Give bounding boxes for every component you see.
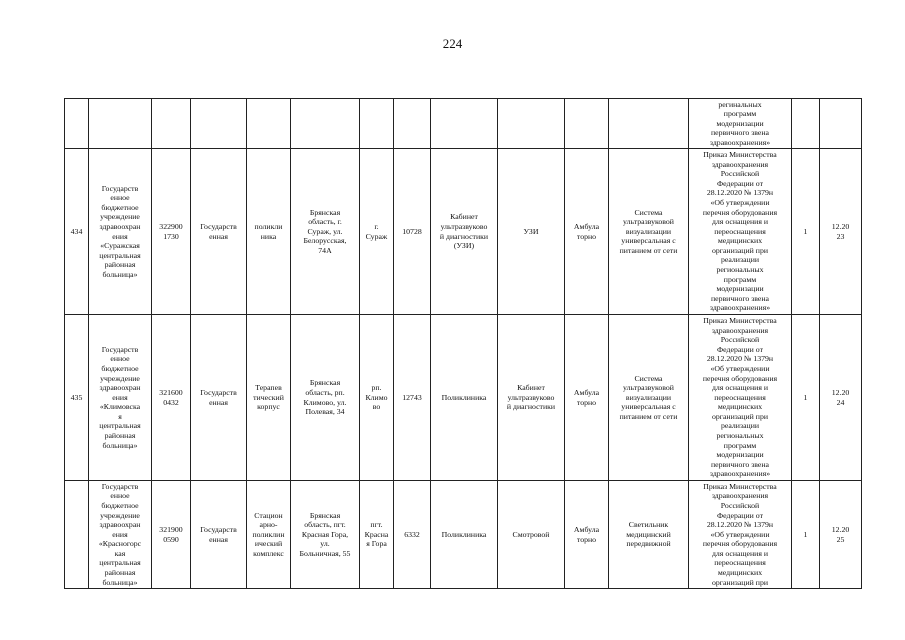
equipment-name-cell (609, 315, 689, 481)
cell-text-line: Государств (101, 183, 139, 193)
cell-text-line: г. (374, 221, 379, 231)
cell-text-line: поликлин (252, 529, 285, 539)
cell-text-line: Государств (200, 387, 237, 397)
cell-text-line: область, пгт. (304, 520, 346, 530)
cell-text-line: Кабинет (517, 383, 545, 393)
subdivision-name-cell (247, 149, 291, 315)
cell-text-line: 0432 (163, 397, 179, 407)
cell-text-line: учреждение (100, 373, 140, 383)
cell-text-line: Приказ Министерства (703, 149, 777, 159)
cell-text-line: область, г. (308, 217, 342, 227)
cell-text-line: универсальная с (621, 402, 676, 412)
ownership-form-cell (191, 481, 247, 589)
cell-text-line: «Об утверждении (710, 363, 770, 373)
cell-text-line: Климо (365, 392, 388, 402)
institution-code-cell (152, 481, 191, 589)
cell-text-line: для оснащения и (711, 548, 769, 558)
cell-text-line: Брянская (309, 378, 341, 388)
department-cell (431, 315, 498, 481)
cell-text-line: 28.12.2020 № 1379н (706, 188, 774, 198)
cell-text-line: здравоохран (99, 221, 141, 231)
cell-text-line: корпус (257, 402, 280, 412)
cell-text-line: Федерации от (717, 510, 763, 520)
cell-text-line: здравоохранения» (709, 469, 771, 479)
cell-text-line: здравоохранения (711, 159, 769, 169)
institution-name-cell (89, 481, 152, 589)
cell-text-line: организаций при (711, 577, 769, 587)
cell-text-line: тический (253, 392, 284, 402)
order-reference-cell (689, 149, 792, 315)
cell-text-line: Светильник (628, 520, 669, 530)
cabinet-cell (498, 481, 565, 589)
cell-text-line: 321900 (159, 524, 183, 534)
cell-text-line: медицинских (717, 402, 763, 412)
cell-text-line: перечня оборудования (702, 373, 778, 383)
cell-text-line: 74А (318, 245, 332, 255)
table-row (65, 481, 862, 589)
cell-text-line: 12.20 (831, 387, 850, 397)
table-row (65, 315, 862, 481)
cell-text-line: организаций при (711, 245, 769, 255)
cell-text-line: ический (254, 539, 283, 549)
cell-text-line: модернизации (716, 450, 764, 460)
cell-text-line: «Красногорс (98, 539, 142, 549)
cell-text-line: учреждение (100, 510, 140, 520)
cell-text-line: ения (112, 231, 128, 241)
cell-text-line: питанием от сети (619, 245, 678, 255)
cell-text-line: здравоохранения (711, 325, 769, 335)
cell-text-line: модернизации (716, 118, 764, 128)
equipment-name-cell (609, 149, 689, 315)
index-value-cell: 10728 (394, 149, 431, 315)
cell-text-line: ения (112, 529, 128, 539)
cell-text-line: (УЗИ) (453, 241, 475, 251)
care-type-cell (565, 315, 609, 481)
cell-text-line: Амбула (573, 524, 600, 534)
cell-text-line: Смотровой (512, 529, 550, 539)
cell-text-line: программ (723, 109, 757, 119)
ownership-form-cell (191, 315, 247, 481)
cell-text-line: 23 (836, 231, 845, 241)
cell-text-line: 0590 (163, 534, 179, 544)
cell-text-line: Государств (200, 221, 237, 231)
cell-text-line: реализации (720, 421, 760, 431)
cell-text-line: Брянская (309, 207, 341, 217)
cell-text-line: во (372, 402, 381, 412)
cell-text-line: енное (110, 193, 130, 203)
cell-text-line: пгт. (370, 520, 383, 530)
table-row (65, 149, 862, 315)
locality-cell (360, 149, 394, 315)
subdivision-name-cell (247, 481, 291, 589)
cell-text-line: Система (634, 373, 663, 383)
cell-text-line: 24 (836, 397, 845, 407)
cell-text-line: Климово, ул. (303, 397, 347, 407)
cell-text-line: здравоохранения» (709, 137, 771, 147)
cell-text-line: Брянская (309, 510, 341, 520)
cell-text-line: здравоохран (99, 383, 141, 393)
cell-text-line: Федерации от (717, 178, 763, 188)
cell-text-line: для оснащения и (711, 217, 769, 227)
address-cell (291, 315, 360, 481)
cell-text-line: ультразвуковой (623, 217, 674, 227)
cell-text-line: Система (634, 207, 663, 217)
cell-text-line: визуализации (625, 226, 672, 236)
cell-text-line: ения (112, 392, 128, 402)
order-reference-cell (689, 481, 792, 589)
row-number-cell: 435 (65, 315, 89, 481)
cell-text-line: ультразвуково (440, 221, 488, 231)
cell-text-line: переоснащения (714, 558, 766, 568)
cell-text-line: «Суражская (100, 241, 140, 251)
equipment-table (64, 98, 862, 589)
cell-text-line: й диагностики (439, 231, 489, 241)
cell-text-line: Российской (720, 169, 760, 179)
cell-text-line: енная (209, 397, 228, 407)
quantity-cell: 1 (792, 315, 820, 481)
cell-text-line: Государств (101, 344, 139, 354)
cell-text-line: учреждение (100, 212, 140, 222)
date-cell (820, 149, 862, 315)
cell-text-line: ультразвуковой (623, 383, 674, 393)
row-number-cell: 434 (65, 149, 89, 315)
cell-text-line: торно (576, 397, 597, 407)
cell-text-line: больница» (102, 269, 138, 279)
cell-text-line: ул. (320, 539, 330, 549)
cell-text-line: регинальных (718, 99, 762, 109)
cell-text-line: енное (110, 491, 130, 501)
cell-text-line: Амбула (573, 221, 600, 231)
cell-text-line: переоснащения (714, 226, 766, 236)
cell-text-line: УЗИ (523, 226, 539, 236)
care-type-cell (565, 149, 609, 315)
quantity-cell: 1 (792, 149, 820, 315)
cell-text-line: перечня оборудования (702, 207, 778, 217)
cell-text-line: ника (260, 231, 277, 241)
cell-text-line: здравоохранения» (709, 303, 771, 313)
cell-text-line: перечня оборудования (702, 539, 778, 549)
cell-text-line: 12.20 (831, 221, 850, 231)
cell-text-line: здравоохран (99, 520, 141, 530)
cell-text-line: Сураж, ул. (307, 226, 343, 236)
address-cell (291, 149, 360, 315)
cell-text-line: районная (104, 260, 136, 270)
cell-text-line: торно (576, 231, 597, 241)
quantity-cell: 1 (792, 481, 820, 589)
cell-text-line: кая (114, 548, 126, 558)
cell-text-line: первичного звена (710, 459, 770, 469)
cell-text-line: программ (723, 440, 757, 450)
cell-text-line: 1730 (163, 231, 179, 241)
cell-text-line: комплекс (253, 548, 284, 558)
subdivision-name-cell (247, 315, 291, 481)
cell-text-line: медицинских (717, 236, 763, 246)
cell-text-line: центральная (99, 250, 141, 260)
cell-text-line: региональных (716, 265, 764, 275)
address-cell (291, 481, 360, 589)
cell-text-line: Полевая, 34 (305, 407, 345, 417)
cell-text-line: Красна (364, 529, 389, 539)
cell-text-line: Государств (101, 481, 139, 491)
order-reference-cell (689, 315, 792, 481)
row-number-cell (65, 481, 89, 589)
cell-text-line: бюджетное (101, 363, 139, 373)
cell-text-line: ультразвуково (507, 392, 555, 402)
cell-text-line: Красная Гора, (301, 529, 349, 539)
institution-code-cell (152, 149, 191, 315)
cell-text-line: 28.12.2020 № 1379н (706, 520, 774, 530)
index-value-cell: 12743 (394, 315, 431, 481)
department-cell (431, 481, 498, 589)
cell-text-line: «Климовска (99, 402, 141, 412)
cell-text-line: рп. (371, 383, 382, 393)
cell-text-line: Кабинет (450, 212, 478, 222)
cell-text-line: торно (576, 534, 597, 544)
cell-text-line: универсальная с (621, 236, 676, 246)
cell-text-line: Государств (200, 524, 237, 534)
cell-text-line: я (118, 411, 122, 421)
cell-text-line: Приказ Министерства (703, 315, 777, 325)
cell-text-line: 321600 (159, 387, 183, 397)
table-row-fragment (65, 99, 862, 149)
cell-text-line: Российской (720, 500, 760, 510)
cell-text-line: Терапев (255, 383, 282, 393)
cell-text-line: для оснащения и (711, 383, 769, 393)
cell-text-line: «Об утверждении (710, 529, 770, 539)
cell-text-line: 28.12.2020 № 1379н (706, 354, 774, 364)
institution-name-cell (89, 149, 152, 315)
cell-text-line: Российской (720, 335, 760, 345)
cell-text-line: центральная (99, 421, 141, 431)
cell-text-line: енная (209, 231, 228, 241)
cell-text-line: организаций при (711, 411, 769, 421)
cell-text-line: 25 (836, 534, 845, 544)
cell-text-line: бюджетное (101, 500, 139, 510)
department-cell (431, 149, 498, 315)
cell-text-line: «Об утверждении (710, 197, 770, 207)
cell-text-line: 322900 (159, 221, 183, 231)
index-value-cell: 6332 (394, 481, 431, 589)
cabinet-cell (498, 315, 565, 481)
cell-text-line: Приказ Министерства (703, 481, 777, 491)
cell-text-line: Амбула (573, 387, 600, 397)
cell-text-line: питанием от сети (619, 411, 678, 421)
cell-text-line: Белорусская, (303, 236, 347, 246)
locality-cell (360, 315, 394, 481)
care-type-cell (565, 481, 609, 589)
cell-text-line: 12.20 (831, 524, 850, 534)
cell-text-line: реализации (720, 255, 760, 265)
cell-text-line: Федерации от (717, 344, 763, 354)
cell-text-line: арно- (259, 520, 278, 530)
cell-text-line: переоснащения (714, 392, 766, 402)
cell-text-line: программ (723, 274, 757, 284)
cell-text-line: область, рп. (305, 387, 345, 397)
cell-text-line: первичного звена (710, 293, 770, 303)
ownership-form-cell (191, 149, 247, 315)
institution-name-cell (89, 315, 152, 481)
cell-text-line: й диагностики (506, 402, 556, 412)
cabinet-cell (498, 149, 565, 315)
cell-text-line: первичного звена (710, 128, 770, 138)
cell-text-line: бюджетное (101, 202, 139, 212)
locality-cell (360, 481, 394, 589)
date-cell (820, 481, 862, 589)
cell-text-line: Сураж (365, 231, 388, 241)
cell-text-line: модернизации (716, 284, 764, 294)
cell-text-line: Поликлиника (441, 529, 487, 539)
order-cell (689, 99, 792, 149)
equipment-name-cell (609, 481, 689, 589)
cell-text-line: поликли (254, 221, 283, 231)
cell-text-line: я Гора (366, 539, 387, 549)
cell-text-line: центральная (99, 558, 141, 568)
cell-text-line: Поликлиника (441, 392, 487, 402)
cell-text-line: районная (104, 431, 136, 441)
cell-text-line: Стацион (254, 510, 283, 520)
cell-text-line: енное (110, 354, 130, 364)
cell-text-line: визуализации (625, 392, 672, 402)
cell-text-line: региональных (716, 431, 764, 441)
cell-text-line: медицинский (626, 529, 671, 539)
date-cell (820, 315, 862, 481)
cell-text-line: больница» (102, 577, 138, 587)
cell-text-line: передвижной (626, 539, 671, 549)
cell-text-line: здравоохранения (711, 491, 769, 501)
page-number: 224 (442, 36, 463, 51)
cell-text-line: Больничная, 55 (299, 548, 351, 558)
cell-text-line: медицинских (717, 568, 763, 578)
cell-text-line: больница» (102, 440, 138, 450)
cell-text-line: енная (209, 534, 228, 544)
institution-code-cell (152, 315, 191, 481)
cell-text-line: районная (104, 568, 136, 578)
